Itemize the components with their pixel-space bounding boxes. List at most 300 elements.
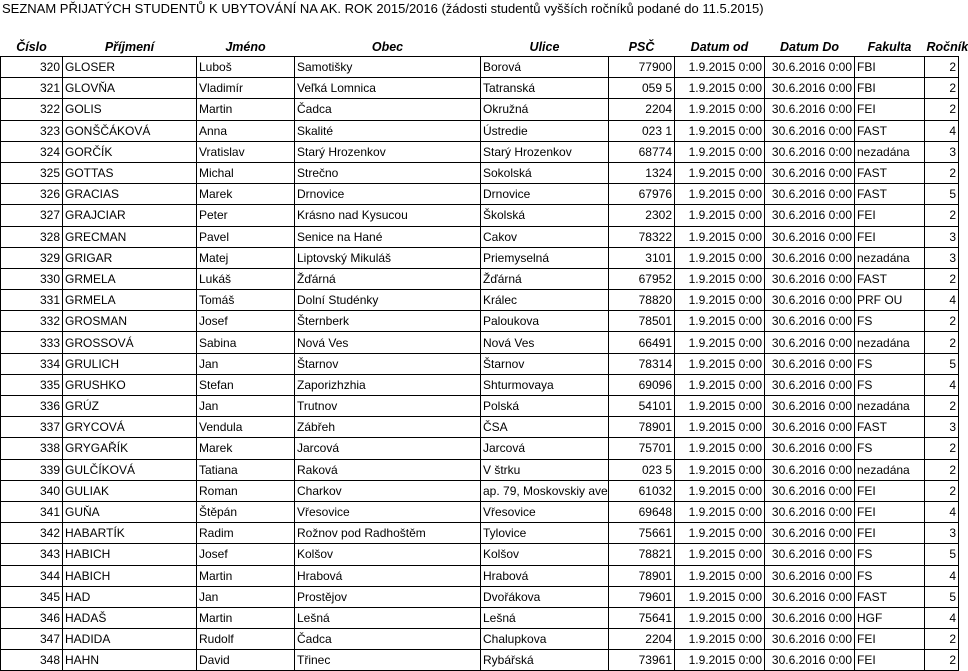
cell-psc: 3101 xyxy=(609,247,675,268)
table-row xyxy=(1,141,959,162)
cell-cislo: 322 xyxy=(1,99,63,120)
cell-rocnik: 2 xyxy=(925,78,959,99)
cell-datum-do: 30.6.2016 0:00 xyxy=(765,523,855,544)
table-row xyxy=(1,247,959,268)
cell-ulice: V štrku xyxy=(481,459,609,480)
table-row xyxy=(1,501,959,522)
cell-psc: 75661 xyxy=(609,523,675,544)
cell-jmeno: Martin xyxy=(197,607,295,628)
cell-ulice: Žďárná xyxy=(481,268,609,289)
cell-datum-od: 1.9.2015 0:00 xyxy=(675,162,765,183)
cell-ulice: Tatranská xyxy=(481,78,609,99)
table-row xyxy=(1,205,959,226)
cell-datum-do: 30.6.2016 0:00 xyxy=(765,78,855,99)
cell-rocnik: 2 xyxy=(925,396,959,417)
table-row xyxy=(1,120,959,141)
cell-rocnik: 5 xyxy=(925,544,959,565)
cell-obec: Prostějov xyxy=(295,586,481,607)
cell-rocnik: 2 xyxy=(925,629,959,650)
table-row xyxy=(1,629,959,650)
cell-datum-od: 1.9.2015 0:00 xyxy=(675,120,765,141)
table-row xyxy=(1,544,959,565)
cell-fakulta: FAST xyxy=(855,586,925,607)
cell-fakulta: FEI xyxy=(855,226,925,247)
cell-obec: Rožnov pod Radhoštěm xyxy=(295,523,481,544)
cell-jmeno: Josef xyxy=(197,311,295,332)
cell-prijmeni: GRMELA xyxy=(63,268,197,289)
cell-cislo: 343 xyxy=(1,544,63,565)
cell-psc: 69648 xyxy=(609,501,675,522)
cell-jmeno: Jan xyxy=(197,353,295,374)
cell-rocnik: 3 xyxy=(925,523,959,544)
cell-jmeno: Radim xyxy=(197,523,295,544)
cell-obec: Zábřeh xyxy=(295,417,481,438)
cell-ulice: Priemyselná xyxy=(481,247,609,268)
cell-ulice: Štarnov xyxy=(481,353,609,374)
cell-psc: 61032 xyxy=(609,480,675,501)
cell-psc: 2204 xyxy=(609,629,675,650)
cell-datum-od: 1.9.2015 0:00 xyxy=(675,374,765,395)
cell-ulice: Okružná xyxy=(481,99,609,120)
cell-fakulta: FS xyxy=(855,311,925,332)
table-row xyxy=(1,78,959,99)
cell-rocnik: 2 xyxy=(925,311,959,332)
cell-fakulta: nezadána xyxy=(855,247,925,268)
cell-obec: Starý Hrozenkov xyxy=(295,141,481,162)
cell-prijmeni: GRÚZ xyxy=(63,396,197,417)
cell-obec: Šternberk xyxy=(295,311,481,332)
cell-obec: Kolšov xyxy=(295,544,481,565)
cell-cislo: 340 xyxy=(1,480,63,501)
cell-jmeno: Jan xyxy=(197,396,295,417)
students-table xyxy=(0,38,968,671)
cell-obec: Žďárná xyxy=(295,268,481,289)
cell-datum-od: 1.9.2015 0:00 xyxy=(675,78,765,99)
cell-fakulta: nezadána xyxy=(855,459,925,480)
cell-prijmeni: GLOVŇA xyxy=(63,78,197,99)
cell-prijmeni: HABICH xyxy=(63,565,197,586)
header-cislo: Číslo xyxy=(16,40,47,54)
cell-prijmeni: GULČÍKOVÁ xyxy=(63,459,197,480)
cell-jmeno: Sabina xyxy=(197,332,295,353)
cell-datum-do: 30.6.2016 0:00 xyxy=(765,417,855,438)
cell-rocnik: 4 xyxy=(925,607,959,628)
cell-obec: Lešná xyxy=(295,607,481,628)
cell-fakulta: FAST xyxy=(855,184,925,205)
cell-psc: 2204 xyxy=(609,99,675,120)
cell-ulice: Vřesovice xyxy=(481,501,609,522)
cell-fakulta: FS xyxy=(855,353,925,374)
cell-datum-od: 1.9.2015 0:00 xyxy=(675,99,765,120)
cell-cislo: 334 xyxy=(1,353,63,374)
cell-obec: Liptovský Mikuláš xyxy=(295,247,481,268)
table-row xyxy=(1,374,959,395)
cell-psc: 78901 xyxy=(609,417,675,438)
cell-fakulta: FEI xyxy=(855,523,925,544)
cell-ulice: Lešná xyxy=(481,607,609,628)
cell-datum-do: 30.6.2016 0:00 xyxy=(765,162,855,183)
cell-psc: 78820 xyxy=(609,290,675,311)
cell-datum-do: 30.6.2016 0:00 xyxy=(765,290,855,311)
cell-cislo: 332 xyxy=(1,311,63,332)
cell-psc: 78314 xyxy=(609,353,675,374)
cell-rocnik: 5 xyxy=(925,586,959,607)
table-row xyxy=(1,650,959,671)
cell-psc: 75641 xyxy=(609,607,675,628)
table-body xyxy=(1,57,959,671)
cell-cislo: 329 xyxy=(1,247,63,268)
cell-ulice: Borová xyxy=(481,57,609,78)
table-row xyxy=(1,396,959,417)
cell-rocnik: 2 xyxy=(925,57,959,78)
header-row xyxy=(1,38,959,57)
cell-cislo: 324 xyxy=(1,141,63,162)
cell-prijmeni: GRECMAN xyxy=(63,226,197,247)
cell-rocnik: 3 xyxy=(925,247,959,268)
cell-rocnik: 3 xyxy=(925,417,959,438)
cell-psc: 79601 xyxy=(609,586,675,607)
cell-prijmeni: GONŠČÁKOVÁ xyxy=(63,120,197,141)
cell-obec: Dolní Studénky xyxy=(295,290,481,311)
cell-prijmeni: HADAŠ xyxy=(63,607,197,628)
cell-obec: Třinec xyxy=(295,650,481,671)
cell-cislo: 320 xyxy=(1,57,63,78)
cell-datum-do: 30.6.2016 0:00 xyxy=(765,586,855,607)
document-title: SEZNAM PŘIJATÝCH STUDENTŮ K UBYTOVÁNÍ NA AK. ROK 2015/2016 (žádosti studentů vyšších ročníků podané do 11.5.2015) xyxy=(2,1,764,16)
cell-cislo: 347 xyxy=(1,629,63,650)
cell-cislo: 344 xyxy=(1,565,63,586)
cell-datum-do: 30.6.2016 0:00 xyxy=(765,565,855,586)
cell-jmeno: Vendula xyxy=(197,417,295,438)
cell-datum-do: 30.6.2016 0:00 xyxy=(765,311,855,332)
cell-datum-od: 1.9.2015 0:00 xyxy=(675,586,765,607)
cell-psc: 023 1 xyxy=(609,120,675,141)
cell-obec: Krásno nad Kysucou xyxy=(295,205,481,226)
table-row xyxy=(1,99,959,120)
cell-datum-do: 30.6.2016 0:00 xyxy=(765,268,855,289)
cell-psc: 78901 xyxy=(609,565,675,586)
table-row xyxy=(1,565,959,586)
cell-cislo: 325 xyxy=(1,162,63,183)
cell-rocnik: 3 xyxy=(925,226,959,247)
cell-jmeno: Matej xyxy=(197,247,295,268)
header-datum-od: Datum od xyxy=(690,40,749,54)
cell-jmeno: Vladimír xyxy=(197,78,295,99)
cell-ulice: Starý Hrozenkov xyxy=(481,141,609,162)
cell-prijmeni: GRYCOVÁ xyxy=(63,417,197,438)
cell-obec: Senice na Hané xyxy=(295,226,481,247)
cell-jmeno: Tomáš xyxy=(197,290,295,311)
cell-ulice: Sokolská xyxy=(481,162,609,183)
cell-prijmeni: GRUSHKO xyxy=(63,374,197,395)
cell-psc: 69096 xyxy=(609,374,675,395)
cell-obec: Raková xyxy=(295,459,481,480)
header-prijmeni: Příjmení xyxy=(104,40,155,54)
header-fakulta: Fakulta xyxy=(867,40,912,54)
cell-rocnik: 4 xyxy=(925,290,959,311)
cell-jmeno: Marek xyxy=(197,438,295,459)
cell-ulice: Nová Ves xyxy=(481,332,609,353)
cell-rocnik: 4 xyxy=(925,501,959,522)
cell-cislo: 341 xyxy=(1,501,63,522)
cell-obec: Vřesovice xyxy=(295,501,481,522)
cell-prijmeni: HADIDA xyxy=(63,629,197,650)
cell-cislo: 328 xyxy=(1,226,63,247)
cell-jmeno: Peter xyxy=(197,205,295,226)
cell-datum-do: 30.6.2016 0:00 xyxy=(765,120,855,141)
cell-ulice: ČSA xyxy=(481,417,609,438)
cell-psc: 023 5 xyxy=(609,459,675,480)
cell-datum-do: 30.6.2016 0:00 xyxy=(765,353,855,374)
cell-datum-od: 1.9.2015 0:00 xyxy=(675,650,765,671)
cell-rocnik: 2 xyxy=(925,438,959,459)
cell-datum-od: 1.9.2015 0:00 xyxy=(675,480,765,501)
cell-cislo: 345 xyxy=(1,586,63,607)
cell-datum-do: 30.6.2016 0:00 xyxy=(765,184,855,205)
cell-prijmeni: GLOSER xyxy=(63,57,197,78)
cell-ulice: Hrabová xyxy=(481,565,609,586)
cell-fakulta: FAST xyxy=(855,417,925,438)
cell-jmeno: Martin xyxy=(197,565,295,586)
cell-prijmeni: GRMELA xyxy=(63,290,197,311)
cell-datum-do: 30.6.2016 0:00 xyxy=(765,650,855,671)
cell-datum-od: 1.9.2015 0:00 xyxy=(675,332,765,353)
cell-cislo: 339 xyxy=(1,459,63,480)
cell-prijmeni: GROSMAN xyxy=(63,311,197,332)
cell-ulice: Školská xyxy=(481,205,609,226)
cell-cislo: 326 xyxy=(1,184,63,205)
cell-psc: 67976 xyxy=(609,184,675,205)
cell-psc: 059 5 xyxy=(609,78,675,99)
cell-obec: Nová Ves xyxy=(295,332,481,353)
cell-datum-do: 30.6.2016 0:00 xyxy=(765,226,855,247)
cell-fakulta: FBI xyxy=(855,78,925,99)
cell-rocnik: 2 xyxy=(925,459,959,480)
cell-cislo: 327 xyxy=(1,205,63,226)
cell-fakulta: FEI xyxy=(855,629,925,650)
cell-jmeno: Lukáš xyxy=(197,268,295,289)
cell-ulice: Chalupkova xyxy=(481,629,609,650)
cell-rocnik: 4 xyxy=(925,120,959,141)
cell-datum-od: 1.9.2015 0:00 xyxy=(675,501,765,522)
cell-prijmeni: GORČÍK xyxy=(63,141,197,162)
table-row xyxy=(1,607,959,628)
cell-datum-do: 30.6.2016 0:00 xyxy=(765,374,855,395)
cell-datum-do: 30.6.2016 0:00 xyxy=(765,607,855,628)
cell-ulice: Rybářská xyxy=(481,650,609,671)
table-row xyxy=(1,184,959,205)
cell-obec: Drnovice xyxy=(295,184,481,205)
cell-datum-od: 1.9.2015 0:00 xyxy=(675,544,765,565)
cell-obec: Zaporizhzhia xyxy=(295,374,481,395)
cell-fakulta: nezadána xyxy=(855,396,925,417)
cell-psc: 67952 xyxy=(609,268,675,289)
cell-jmeno: Martin xyxy=(197,99,295,120)
cell-prijmeni: HABICH xyxy=(63,544,197,565)
cell-datum-od: 1.9.2015 0:00 xyxy=(675,184,765,205)
cell-prijmeni: GUŇA xyxy=(63,501,197,522)
cell-fakulta: FS xyxy=(855,565,925,586)
cell-obec: Strečno xyxy=(295,162,481,183)
cell-datum-do: 30.6.2016 0:00 xyxy=(765,332,855,353)
cell-ulice: Shturmovaya xyxy=(481,374,609,395)
cell-fakulta: FEI xyxy=(855,480,925,501)
cell-datum-od: 1.9.2015 0:00 xyxy=(675,205,765,226)
cell-obec: Trutnov xyxy=(295,396,481,417)
cell-datum-od: 1.9.2015 0:00 xyxy=(675,57,765,78)
cell-datum-od: 1.9.2015 0:00 xyxy=(675,523,765,544)
cell-obec: Hrabová xyxy=(295,565,481,586)
cell-jmeno: Vratislav xyxy=(197,141,295,162)
cell-rocnik: 2 xyxy=(925,332,959,353)
cell-cislo: 346 xyxy=(1,607,63,628)
cell-prijmeni: GULIAK xyxy=(63,480,197,501)
cell-psc: 75701 xyxy=(609,438,675,459)
cell-jmeno: Luboš xyxy=(197,57,295,78)
cell-datum-do: 30.6.2016 0:00 xyxy=(765,438,855,459)
cell-datum-od: 1.9.2015 0:00 xyxy=(675,311,765,332)
cell-datum-do: 30.6.2016 0:00 xyxy=(765,544,855,565)
cell-rocnik: 4 xyxy=(925,565,959,586)
cell-rocnik: 2 xyxy=(925,99,959,120)
cell-datum-do: 30.6.2016 0:00 xyxy=(765,57,855,78)
cell-fakulta: FAST xyxy=(855,120,925,141)
cell-jmeno: Anna xyxy=(197,120,295,141)
table-row xyxy=(1,480,959,501)
cell-obec: Čadca xyxy=(295,99,481,120)
cell-jmeno: Štěpán xyxy=(197,501,295,522)
cell-datum-do: 30.6.2016 0:00 xyxy=(765,205,855,226)
table-row xyxy=(1,226,959,247)
cell-prijmeni: HABARTÍK xyxy=(63,523,197,544)
cell-datum-do: 30.6.2016 0:00 xyxy=(765,629,855,650)
cell-cislo: 338 xyxy=(1,438,63,459)
cell-fakulta: FBI xyxy=(855,57,925,78)
cell-fakulta: FS xyxy=(855,438,925,459)
cell-rocnik: 3 xyxy=(925,141,959,162)
cell-prijmeni: GOTTAS xyxy=(63,162,197,183)
cell-datum-od: 1.9.2015 0:00 xyxy=(675,417,765,438)
cell-cislo: 342 xyxy=(1,523,63,544)
table-row xyxy=(1,438,959,459)
cell-datum-od: 1.9.2015 0:00 xyxy=(675,396,765,417)
cell-fakulta: HGF xyxy=(855,607,925,628)
table-row xyxy=(1,523,959,544)
cell-obec: Samotišky xyxy=(295,57,481,78)
cell-ulice: Jarcová xyxy=(481,438,609,459)
cell-datum-od: 1.9.2015 0:00 xyxy=(675,226,765,247)
cell-datum-do: 30.6.2016 0:00 xyxy=(765,459,855,480)
cell-datum-od: 1.9.2015 0:00 xyxy=(675,247,765,268)
cell-jmeno: Roman xyxy=(197,480,295,501)
table-row xyxy=(1,311,959,332)
header-ulice: Ulice xyxy=(529,40,560,54)
cell-obec: Veľká Lomnica xyxy=(295,78,481,99)
cell-rocnik: 2 xyxy=(925,205,959,226)
cell-datum-od: 1.9.2015 0:00 xyxy=(675,565,765,586)
cell-cislo: 323 xyxy=(1,120,63,141)
cell-ulice: Cakov xyxy=(481,226,609,247)
cell-rocnik: 5 xyxy=(925,353,959,374)
table-row xyxy=(1,459,959,480)
table-row xyxy=(1,353,959,374)
cell-jmeno: Marek xyxy=(197,184,295,205)
cell-prijmeni: GOLIS xyxy=(63,99,197,120)
cell-ulice: Ústredie xyxy=(481,120,609,141)
cell-rocnik: 2 xyxy=(925,268,959,289)
cell-rocnik: 5 xyxy=(925,184,959,205)
cell-cislo: 321 xyxy=(1,78,63,99)
cell-obec: Jarcová xyxy=(295,438,481,459)
cell-datum-od: 1.9.2015 0:00 xyxy=(675,141,765,162)
cell-datum-od: 1.9.2015 0:00 xyxy=(675,459,765,480)
cell-datum-do: 30.6.2016 0:00 xyxy=(765,247,855,268)
cell-psc: 78501 xyxy=(609,311,675,332)
cell-prijmeni: GRIGAR xyxy=(63,247,197,268)
cell-psc: 78322 xyxy=(609,226,675,247)
cell-cislo: 336 xyxy=(1,396,63,417)
cell-obec: Charkov xyxy=(295,480,481,501)
cell-obec: Čadca xyxy=(295,629,481,650)
cell-datum-od: 1.9.2015 0:00 xyxy=(675,607,765,628)
cell-datum-do: 30.6.2016 0:00 xyxy=(765,480,855,501)
cell-fakulta: FAST xyxy=(855,162,925,183)
table-row xyxy=(1,268,959,289)
header-psc: PSČ xyxy=(628,40,655,54)
cell-psc: 66491 xyxy=(609,332,675,353)
cell-psc: 73961 xyxy=(609,650,675,671)
cell-obec: Skalité xyxy=(295,120,481,141)
cell-ulice: Kolšov xyxy=(481,544,609,565)
cell-fakulta: FS xyxy=(855,374,925,395)
header-rocnik: Ročník xyxy=(926,40,968,54)
table-row xyxy=(1,162,959,183)
header-obec: Obec xyxy=(371,40,404,54)
cell-jmeno: David xyxy=(197,650,295,671)
cell-fakulta: FS xyxy=(855,544,925,565)
cell-psc: 1324 xyxy=(609,162,675,183)
cell-fakulta: nezadána xyxy=(855,141,925,162)
cell-datum-od: 1.9.2015 0:00 xyxy=(675,629,765,650)
cell-prijmeni: GRULICH xyxy=(63,353,197,374)
cell-ulice: Polská xyxy=(481,396,609,417)
cell-cislo: 333 xyxy=(1,332,63,353)
table-row xyxy=(1,57,959,78)
cell-obec: Štarnov xyxy=(295,353,481,374)
cell-datum-od: 1.9.2015 0:00 xyxy=(675,290,765,311)
cell-ulice: Dvořákova xyxy=(481,586,609,607)
table-row xyxy=(1,417,959,438)
cell-psc: 54101 xyxy=(609,396,675,417)
cell-prijmeni: HAD xyxy=(63,586,197,607)
cell-psc: 78821 xyxy=(609,544,675,565)
cell-datum-do: 30.6.2016 0:00 xyxy=(765,501,855,522)
cell-psc: 77900 xyxy=(609,57,675,78)
cell-cislo: 348 xyxy=(1,650,63,671)
cell-prijmeni: HAHN xyxy=(63,650,197,671)
cell-jmeno: Pavel xyxy=(197,226,295,247)
header-jmeno: Jméno xyxy=(225,40,266,54)
cell-fakulta: nezadána xyxy=(855,332,925,353)
cell-fakulta: FAST xyxy=(855,268,925,289)
cell-prijmeni: GROSSOVÁ xyxy=(63,332,197,353)
cell-datum-do: 30.6.2016 0:00 xyxy=(765,141,855,162)
cell-ulice: ap. 79, Moskovskiy ave xyxy=(481,480,609,501)
cell-rocnik: 2 xyxy=(925,480,959,501)
cell-cislo: 331 xyxy=(1,290,63,311)
cell-psc: 2302 xyxy=(609,205,675,226)
cell-fakulta: FEI xyxy=(855,650,925,671)
